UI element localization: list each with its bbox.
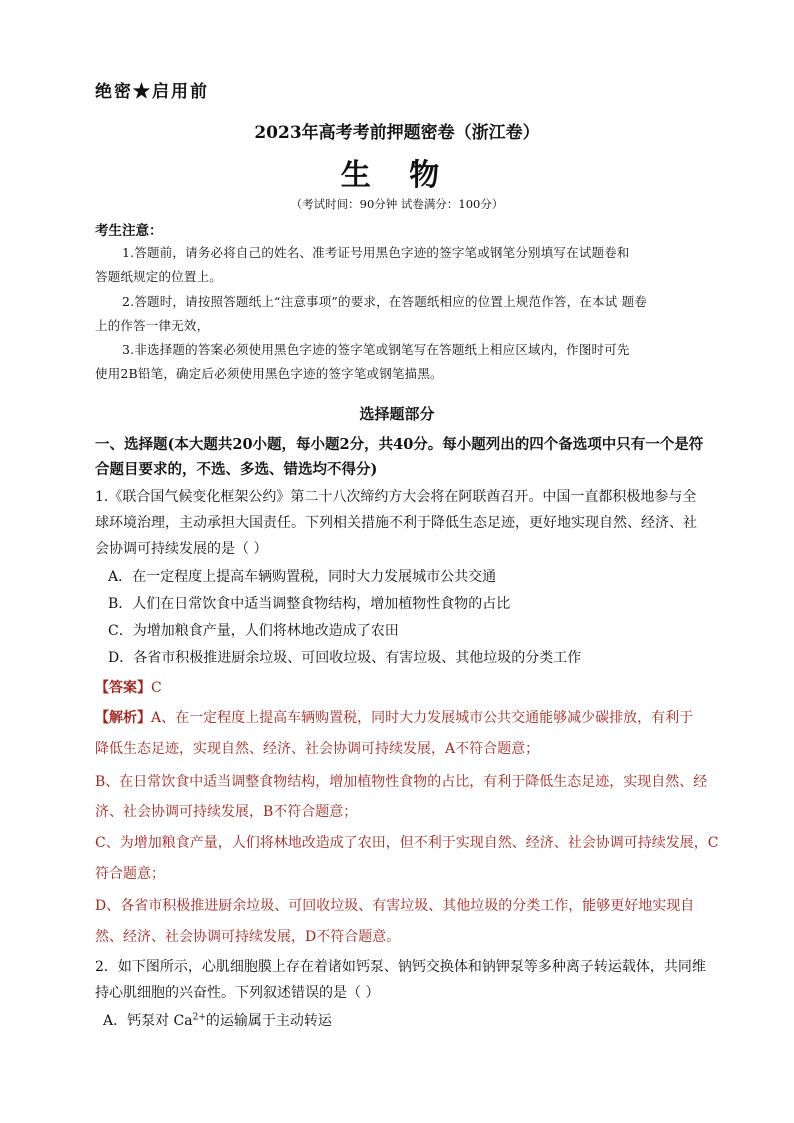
option-c: C．为增加粮食产量，人们将林地改造成了农田 [108,623,399,639]
subject-title: 生 物 [340,158,454,193]
notice-line: 使用2B铅笔，确定后必须使用黑色字迹的签字笔或钢笔描黑。 [95,366,443,381]
option-a [103,1010,332,1030]
answer-line [95,677,162,697]
exam-meta: （考试时间：90分钟 试卷满分：100分） [290,197,504,211]
secret-mark: 绝密★启用前 [95,82,209,102]
section-title: 选择题部分 [359,405,435,423]
question-stem: 2．如下图所示，心肌细胞膜上存在着诸如钙泵、钠钙交换体和钠钾泵等多种离子转运载体，共同维 [95,959,706,975]
notice-line: 1.答题前，请务必将自己的姓名、准考证号用黑色字迹的签字笔或钢笔分别填写在试题卷和 [122,245,630,260]
analysis-line: 济、社会协调可持续发展，B不符合题意； [95,804,358,820]
analysis-line: 然、经济、社会协调可持续发展，D不符合题意。 [95,929,401,945]
option-d: D．各省市积极推进厨余垃圾、可回收垃圾、有害垃圾、其他垃圾的分类工作 [108,650,582,666]
analysis-line: B、在日常饮食中适当调整食物结构，增加植物性食物的占比，有利于降低生态足迹，实现自然、经 [95,774,708,790]
analysis-line: C、为增加粮食产量，人们将林地改造成了农田，但不利于实现自然、经济、社会协调可持续发展，C [95,835,719,851]
analysis-text: A、在一定程度上提高车辆购置税，同时大力发展城市公共交通能够减少碳排放，有利于 [151,710,694,726]
section-instruction: 一、选择题(本大题共20小题，每小题2分，共40分。每小题列出的四个备选项中只有一个是符 [95,436,704,453]
notice-title: 考生注意： [95,223,163,239]
option-a-text: A．钙泵对 Ca [103,1013,193,1029]
answer-tag: 【答案】 [95,680,151,696]
option-a: A．在一定程度上提高车辆购置税，同时大力发展城市公共交通 [108,569,497,585]
question-stem: 持心肌细胞的兴奋性。下列叙述错误的是（ ） [95,985,380,1001]
analysis-line: 降低生态足迹，实现自然、经济、社会协调可持续发展，A不符合题意； [95,741,540,757]
answer-value: C [151,680,162,696]
question-stem: 球环境治理，主动承担大国责任。下列相关措施不利于降低生态足迹，更好地实现自然、经济、社 [95,515,697,531]
analysis-line: D、各省市积极推进厨余垃圾、可回收垃圾、有害垃圾、其他垃圾的分类工作，能够更好地实现自 [95,898,695,914]
analysis-tag: 【解析】 [95,710,151,726]
notice-line: 答题纸规定的位置上。 [95,269,223,284]
section-instruction: 合题目要求的，不选、多选、错选均不得分) [95,461,378,478]
analysis-line [95,707,693,727]
analysis-line: 符合题意； [95,866,165,882]
notice-line: 上的作答一律无效， [95,318,210,333]
option-a-text-end: 的运输属于主动转运 [205,1013,332,1029]
notice-line: 3.非选择题的答案必须使用黑色字迹的签字笔或钢笔写在答题纸上相应区域内，作图时可先 [122,342,630,357]
question-stem: 会协调可持续发展的是（ ） [95,541,268,557]
option-b: B．人们在日常饮食中适当调整食物结构，增加植物性食物的占比 [108,596,511,612]
exam-title: 2023年高考考前押题密卷（浙江卷） [254,123,540,143]
superscript: 2+ [192,1012,206,1023]
notice-line: 2.答题时，请按照答题纸上“注意事项”的要求，在答题纸相应的位置上规范作答，在本试 题卷 [122,294,647,309]
question-stem: 1.《联合国气候变化框架公约》第二十八次缔约方大会将在阿联酋召开。中国一直都积极地参与全 [95,489,697,505]
